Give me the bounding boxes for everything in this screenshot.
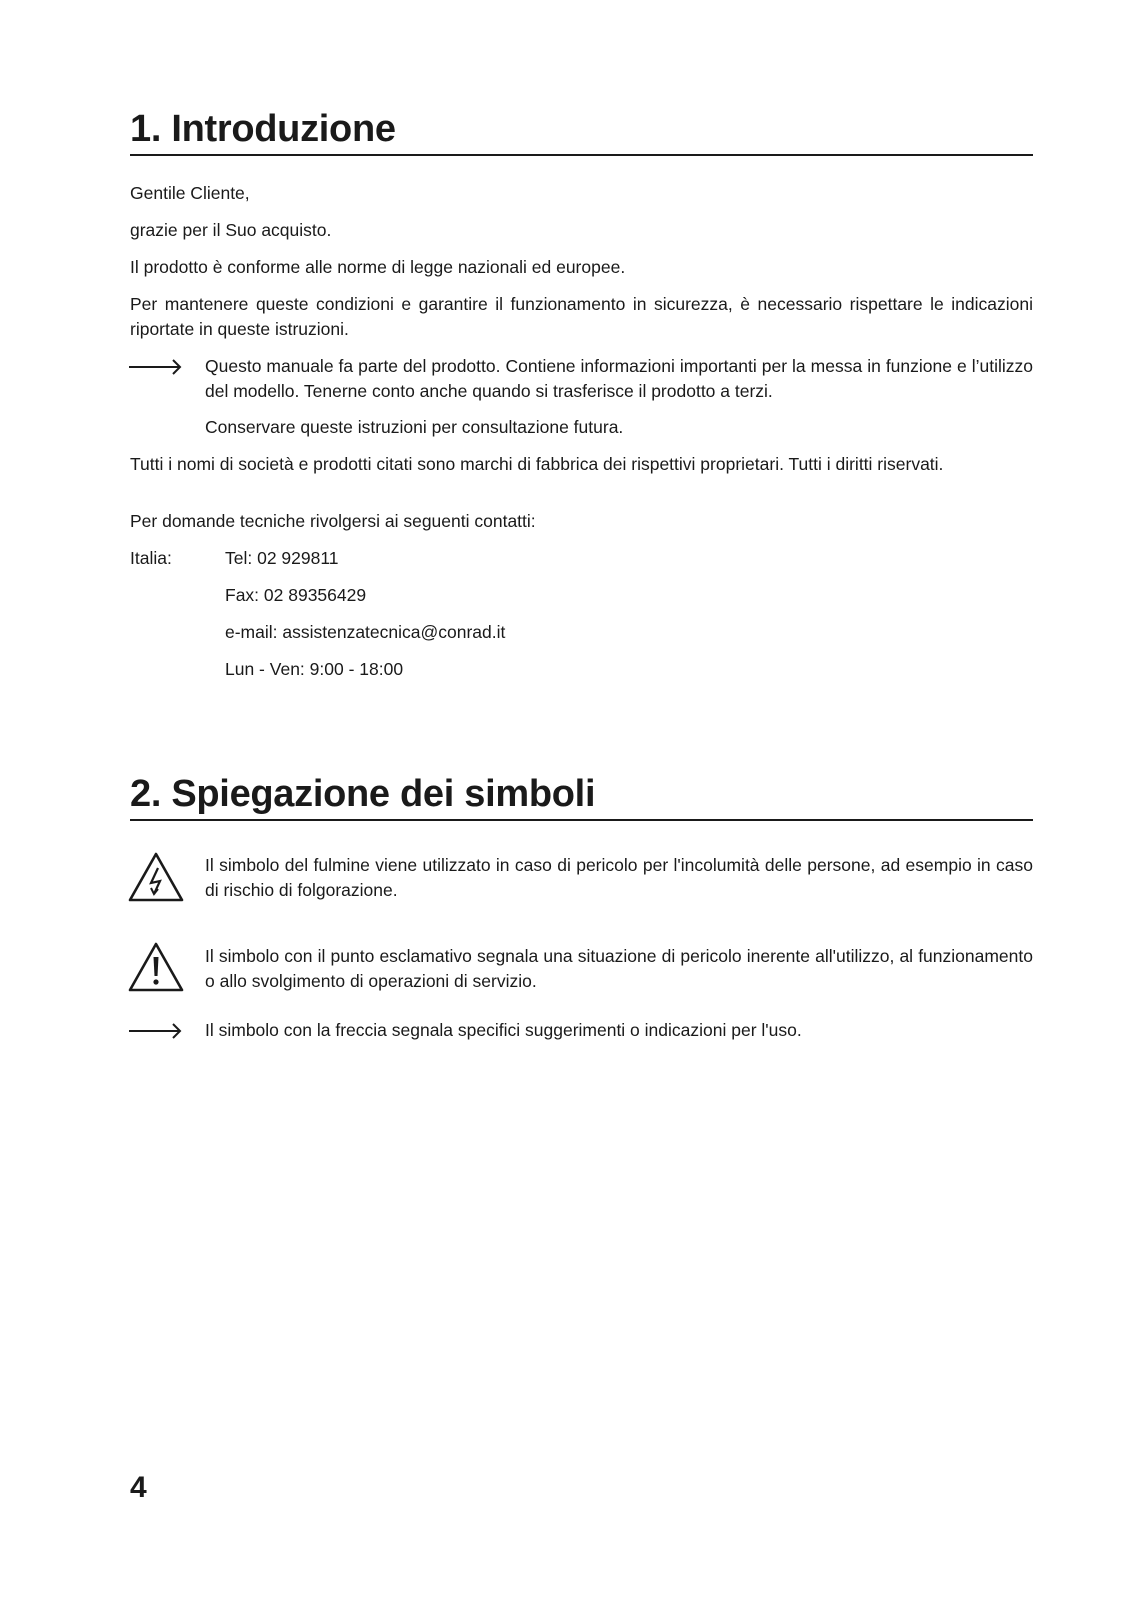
arrow-symbol-text: Il simbolo con la freccia segnala specifici suggerimenti o indicazioni per l'uso. <box>205 1020 802 1040</box>
thanks-line: grazie per il Suo acquisto. <box>130 220 332 240</box>
page-number: 4 <box>130 1471 147 1504</box>
lightning-warning-icon <box>127 850 185 904</box>
contact-phone: Tel: 02 929811 <box>225 548 339 568</box>
contact-hours: Lun - Ven: 9:00 - 18:00 <box>225 659 404 679</box>
contact-fax: Fax: 02 89356429 <box>225 585 367 605</box>
greeting: Gentile Cliente, <box>130 183 250 203</box>
arrow-right-icon <box>128 1021 184 1041</box>
section-1-heading: 1. Introduzione <box>130 106 1033 156</box>
lightning-symbol-text: Il simbolo del fulmine viene utilizzato in caso di pericolo per l'incolumità delle persone, ad esempio in caso di rischio di folgorazione. <box>205 855 1033 900</box>
exclamation-warning-icon <box>127 940 185 994</box>
conformity-line: Il prodotto è conforme alle norme di legge nazionali ed europee. <box>130 257 626 277</box>
keep-instructions-note: Conservare queste istruzioni per consultazione futura. <box>205 417 624 437</box>
safety-paragraph: Per mantenere queste condizioni e garantire il funzionamento in sicurezza, è necessario rispettare le indicazioni riportate in queste istruzioni. <box>130 294 1033 339</box>
contact-country: Italia: <box>130 548 172 568</box>
section-2-heading: 2. Spiegazione dei simboli <box>130 771 1033 821</box>
contact-email: e-mail: assistenzatecnica@conrad.it <box>225 622 506 642</box>
contact-intro: Per domande tecniche rivolgersi ai seguenti contatti: <box>130 511 536 531</box>
arrow-right-icon <box>128 357 184 377</box>
exclamation-symbol-text: Il simbolo con il punto esclamativo segnala una situazione di pericolo inerente all'utilizzo, al funzionamento o allo svolgimento di operazioni di servizio. <box>205 946 1033 991</box>
manual-note: Questo manuale fa parte del prodotto. Contiene informazioni importanti per la messa in funzione e l’utilizzo del modello. Tenerne conto anche quando si trasferisce il prodotto a terzi. <box>205 356 1033 401</box>
trademark-paragraph: Tutti i nomi di società e prodotti citati sono marchi di fabbrica dei rispettivi proprietari. Tutti i diritti riservati. <box>130 454 944 474</box>
